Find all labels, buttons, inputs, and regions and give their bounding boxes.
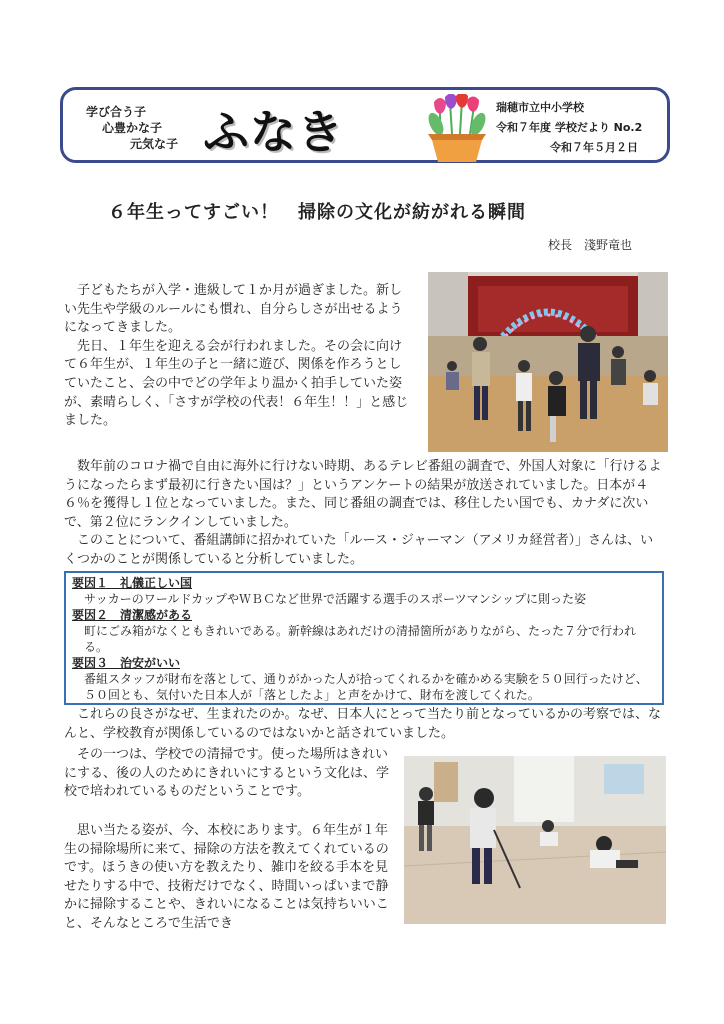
- reason-1-title: 要因１ 礼儀正しい国: [72, 576, 193, 590]
- paragraph-2b: このことについて、番組講師に招かれていた「ルース・ジャーマン（アメリカ経営者）」さんは、いくつかのことが関係していると分析していました。: [64, 533, 654, 567]
- reason-2-title: 要因２ 清潔感がある: [72, 608, 193, 622]
- paragraph-2: 数年前のコロナ禍で自由に海外に行けない時期、あるテレビ番組の調査で、外国人対象に「行けるようになったらまず最初に行きたい国は？」というアンケートの結果が放送されていました。日本が４６％を獲得し１位となっていました。また、同じ番組の調査では、移住したい国でも、カナダに次いで、第２位にランクインしていました。: [64, 459, 662, 530]
- motto-line-2: 心豊かな子: [101, 121, 162, 135]
- reason-2-body: 町にごみ箱がなくともきれいである。新幹線はあれだけの清掃箇所がありながら、たった７分で行われる。: [84, 624, 637, 654]
- body-paragraphs-2: [64, 458, 666, 570]
- paragraph-3: これらの良さがなぜ、生まれたのか。なぜ、日本人にとって当たり前となっているかの考察では、なんと、学校教育が関係しているのではないかと話されていました。: [64, 707, 661, 741]
- motto-line-3: 元気な子: [129, 137, 178, 151]
- reason-3-title: 要因３ 治安がいい: [72, 656, 181, 670]
- paragraph-1b: 先日、１年生を迎える会が行われました。その会に向けて６年生が、１年生の子と一緒に遊び、関係を作ろうとしていたこと、会の中でどの学年より温かく拍手していた姿が、素晴らしく、「さすが学校の代表！６年生！！」と感じました。: [64, 338, 409, 429]
- reason-1-body: サッカーのワールドカップやＷＢＣなど世界で活躍する選手のスポーツマンシップに則った姿: [84, 592, 587, 606]
- newsletter-logo: ふなき: [203, 105, 344, 159]
- article-author: 校長 淺野竜也: [548, 238, 633, 252]
- school-name: 瑞穂市立中小学校: [496, 101, 584, 114]
- paragraph-1: 子どもたちが入学・進級して１か月が過ぎました。新しい先生や学級のルールにも慣れ、自分らしさが出せるようになってきました。: [64, 283, 403, 336]
- welcome-event-photo: [428, 272, 668, 452]
- intro-paragraphs: [64, 282, 414, 431]
- school-info: [496, 98, 642, 158]
- reason-3-body: 番組スタッフが財布を落として、通りがかった人が拾ってくれるかを確かめる実験を５０回行ったけど、５０回とも、気付いた日本人が「落としたよ」と声をかけて、財布を渡してくれた。: [84, 672, 648, 702]
- article-headline: ６年生ってすごい！ 掃除の文化が紡がれる瞬間: [108, 202, 526, 223]
- motto-line-1: 学び合う子: [86, 105, 147, 119]
- issue-date: 令和７年５月２日: [550, 141, 638, 154]
- paragraph-5: 思い当たる姿が、今、本校にあります。６年生が１年生の掃除場所に来て、掃除の方法を教えてくれているのです。ほうきの使い方を教えたり、雑巾を絞る手本を見せたりする中で、技術だけでなく、時間いっぱいまで静かに掃除することや、きれいになることは気持ちいいこと、そんなところで生活でき: [64, 823, 389, 931]
- school-motto: [86, 104, 178, 152]
- tulip-pot-icon: [424, 94, 490, 164]
- issue-number: 令和７年度 学校だより No.2: [496, 121, 643, 134]
- cleaning-photo: [404, 756, 666, 924]
- reasons-box: [64, 571, 664, 705]
- paragraph-4: その一つは、学校での清掃です。使った場所はきれいにする、後の人のためにきれいにするという文化は、学校で培われているものだということです。: [64, 747, 390, 800]
